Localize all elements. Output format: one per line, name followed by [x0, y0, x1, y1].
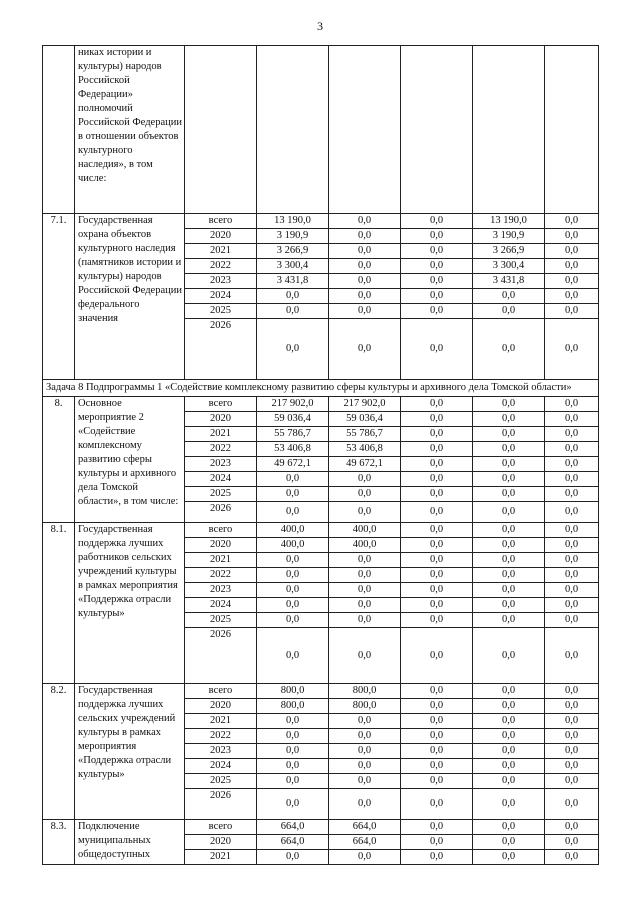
value-cell: 0,0: [329, 304, 401, 319]
value-cell: 0,0: [545, 759, 599, 774]
year-cell: 2021: [185, 553, 257, 568]
value-cell: 0,0: [545, 820, 599, 835]
year-cell: 2023: [185, 744, 257, 759]
value-cell: 664,0: [329, 835, 401, 850]
year-cell: 2022: [185, 568, 257, 583]
value-cell: 0,0: [329, 553, 401, 568]
value-cell: 0,0: [473, 319, 545, 380]
value-cell: 49 672,1: [257, 457, 329, 472]
value-cell: 0,0: [329, 729, 401, 744]
value-cell: 800,0: [257, 684, 329, 699]
value-cell: 0,0: [545, 613, 599, 628]
year-cell: 2025: [185, 774, 257, 789]
value-cell: 0,0: [329, 744, 401, 759]
year-cell: 2021: [185, 244, 257, 259]
year-cell: 2022: [185, 729, 257, 744]
value-cell: 0,0: [329, 502, 401, 523]
year-cell: 2020: [185, 699, 257, 714]
year-cell: 2022: [185, 259, 257, 274]
page-number: 3: [317, 19, 323, 33]
value-cell: 0,0: [401, 244, 473, 259]
value-cell: 0,0: [401, 538, 473, 553]
value-cell: 0,0: [473, 304, 545, 319]
value-cell: 0,0: [257, 850, 329, 865]
value-cell: 55 786,7: [329, 427, 401, 442]
value-cell: 0,0: [401, 699, 473, 714]
value-cell: 0,0: [473, 472, 545, 487]
value-cell: 0,0: [545, 628, 599, 684]
value-cell: 3 190,9: [473, 229, 545, 244]
value-cell: 13 190,0: [257, 214, 329, 229]
value-cell: 0,0: [545, 744, 599, 759]
value-cell: 0,0: [545, 259, 599, 274]
year-cell: 2023: [185, 274, 257, 289]
item-description: Государственная поддержка лучших сельских учреждений культуры в рамках мероприятия «Поддержка отрасли культуры»: [75, 684, 185, 820]
value-cell: 0,0: [329, 259, 401, 274]
value-cell: 0,0: [473, 457, 545, 472]
value-cell: 0,0: [329, 229, 401, 244]
value-cell: 0,0: [401, 427, 473, 442]
value-cell: 0,0: [401, 759, 473, 774]
value-cell: 0,0: [257, 714, 329, 729]
value-cell: 0,0: [473, 613, 545, 628]
value-cell: 0,0: [401, 613, 473, 628]
year-cell: 2024: [185, 759, 257, 774]
year-cell: всего: [185, 684, 257, 699]
year-cell: 2024: [185, 598, 257, 613]
value-cell: 0,0: [545, 274, 599, 289]
value-cell: 53 406,8: [257, 442, 329, 457]
value-cell: 0,0: [545, 214, 599, 229]
value-cell: 0,0: [473, 289, 545, 304]
value-cell: 0,0: [545, 684, 599, 699]
value-cell: 59 036,4: [257, 412, 329, 427]
year-cell: 2023: [185, 457, 257, 472]
year-cell: 2020: [185, 412, 257, 427]
year-cell: 2020: [185, 229, 257, 244]
value-cell: 0,0: [545, 427, 599, 442]
value-cell: 0,0: [545, 487, 599, 502]
value-cell: 0,0: [401, 820, 473, 835]
value-cell: 0,0: [473, 835, 545, 850]
value-cell: 0,0: [401, 729, 473, 744]
value-cell: 0,0: [401, 523, 473, 538]
year-cell: 2026: [185, 628, 257, 684]
value-cell: 0,0: [545, 789, 599, 820]
value-cell: 0,0: [257, 568, 329, 583]
value-cell: 0,0: [329, 472, 401, 487]
task-row: [43, 380, 599, 397]
year-cell: 2026: [185, 789, 257, 820]
value-cell: 0,0: [257, 583, 329, 598]
value-cell: 0,0: [329, 759, 401, 774]
value-cell: 0,0: [545, 502, 599, 523]
value-cell: 0,0: [545, 714, 599, 729]
value-cell: 0,0: [545, 583, 599, 598]
value-cell: 0,0: [401, 214, 473, 229]
value-cell: 0,0: [473, 714, 545, 729]
value-cell: 0,0: [329, 628, 401, 684]
value-cell: 0,0: [473, 523, 545, 538]
value-cell: 400,0: [257, 538, 329, 553]
value-cell: 0,0: [257, 598, 329, 613]
item-description: Государственная поддержка лучших работников сельских учреждений культуры в рамках мероприятия «Поддержка отрасли культуры»: [75, 523, 185, 684]
value-cell: 0,0: [401, 598, 473, 613]
year-cell: всего: [185, 397, 257, 412]
value-cell: 0,0: [329, 568, 401, 583]
year-cell: 2025: [185, 487, 257, 502]
value-cell: 0,0: [329, 774, 401, 789]
value-cell: 0,0: [545, 553, 599, 568]
year-cell: 2020: [185, 835, 257, 850]
value-cell: 0,0: [401, 289, 473, 304]
value-cell: 0,0: [545, 568, 599, 583]
year-cell: 2023: [185, 583, 257, 598]
value-cell: 800,0: [329, 699, 401, 714]
value-cell: 0,0: [329, 598, 401, 613]
value-cell: 0,0: [545, 319, 599, 380]
value-cell: 0,0: [473, 684, 545, 699]
value-cell: 0,0: [545, 598, 599, 613]
value-cell: 0,0: [473, 598, 545, 613]
value-cell: 0,0: [473, 427, 545, 442]
value-cell: 0,0: [401, 412, 473, 427]
continuation-desc: никах истории и культуры) народов Российской Федерации» полномочий Российской Федерации в отношении объектов культурного наследия», в том числе:: [75, 46, 185, 214]
value-cell: 0,0: [545, 289, 599, 304]
value-cell: 0,0: [401, 774, 473, 789]
value-cell: 800,0: [257, 699, 329, 714]
value-cell: 0,0: [329, 487, 401, 502]
item-description: Подключение муниципальных общедоступных: [75, 820, 185, 865]
value-cell: 0,0: [257, 502, 329, 523]
value-cell: 400,0: [257, 523, 329, 538]
value-cell: 0,0: [401, 319, 473, 380]
value-cell: 0,0: [545, 412, 599, 427]
value-cell: 0,0: [473, 699, 545, 714]
value-cell: 0,0: [401, 304, 473, 319]
value-cell: 0,0: [329, 789, 401, 820]
value-cell: 400,0: [329, 523, 401, 538]
year-cell: 2020: [185, 538, 257, 553]
value-cell: 0,0: [401, 442, 473, 457]
value-cell: 0,0: [473, 553, 545, 568]
value-cell: 0,0: [401, 835, 473, 850]
value-cell: 0,0: [401, 744, 473, 759]
value-cell: 0,0: [257, 744, 329, 759]
value-cell: 0,0: [401, 259, 473, 274]
value-cell: 0,0: [473, 412, 545, 427]
value-cell: 0,0: [329, 613, 401, 628]
item-number: 8.1.: [43, 523, 75, 684]
value-cell: 0,0: [401, 714, 473, 729]
value-cell: 0,0: [545, 397, 599, 412]
value-cell: 0,0: [257, 729, 329, 744]
table-row: [43, 820, 599, 835]
value-cell: 3 266,9: [257, 244, 329, 259]
value-cell: 0,0: [401, 850, 473, 865]
value-cell: 0,0: [545, 835, 599, 850]
year-cell: 2021: [185, 427, 257, 442]
continuation-row: [43, 46, 599, 214]
value-cell: 0,0: [473, 729, 545, 744]
value-cell: 0,0: [401, 397, 473, 412]
value-cell: 0,0: [401, 553, 473, 568]
year-cell: 2026: [185, 502, 257, 523]
value-cell: 400,0: [329, 538, 401, 553]
value-cell: 0,0: [329, 274, 401, 289]
value-cell: 3 266,9: [473, 244, 545, 259]
value-cell: 0,0: [473, 568, 545, 583]
year-cell: 2025: [185, 613, 257, 628]
value-cell: 0,0: [545, 229, 599, 244]
value-cell: 0,0: [545, 523, 599, 538]
value-cell: 55 786,7: [257, 427, 329, 442]
value-cell: 0,0: [545, 457, 599, 472]
year-cell: 2026: [185, 319, 257, 380]
value-cell: 0,0: [257, 628, 329, 684]
year-cell: 2024: [185, 472, 257, 487]
value-cell: 3 300,4: [257, 259, 329, 274]
value-cell: 0,0: [473, 628, 545, 684]
value-cell: 0,0: [401, 457, 473, 472]
value-cell: 0,0: [257, 319, 329, 380]
value-cell: 0,0: [545, 774, 599, 789]
value-cell: 0,0: [329, 319, 401, 380]
value-cell: 0,0: [545, 850, 599, 865]
value-cell: 0,0: [257, 304, 329, 319]
value-cell: 0,0: [545, 304, 599, 319]
value-cell: 0,0: [329, 583, 401, 598]
value-cell: 664,0: [257, 820, 329, 835]
value-cell: 0,0: [545, 729, 599, 744]
value-cell: 3 190,9: [257, 229, 329, 244]
year-cell: 2021: [185, 714, 257, 729]
table-row: [43, 397, 599, 412]
value-cell: 0,0: [329, 214, 401, 229]
item-number: 8.3.: [43, 820, 75, 865]
budget-table: [42, 45, 599, 865]
value-cell: 59 036,4: [329, 412, 401, 427]
value-cell: 0,0: [401, 274, 473, 289]
value-cell: 0,0: [257, 613, 329, 628]
value-cell: 800,0: [329, 684, 401, 699]
value-cell: 217 902,0: [329, 397, 401, 412]
value-cell: 0,0: [473, 774, 545, 789]
value-cell: 0,0: [473, 538, 545, 553]
value-cell: 0,0: [473, 789, 545, 820]
table-row: [43, 214, 599, 229]
value-cell: 0,0: [473, 820, 545, 835]
year-cell: всего: [185, 523, 257, 538]
value-cell: 0,0: [473, 397, 545, 412]
value-cell: 0,0: [257, 759, 329, 774]
value-cell: 0,0: [401, 487, 473, 502]
value-cell: 0,0: [473, 759, 545, 774]
value-cell: 49 672,1: [329, 457, 401, 472]
value-cell: 0,0: [401, 229, 473, 244]
table-row: [43, 684, 599, 699]
value-cell: 217 902,0: [257, 397, 329, 412]
task-heading: Задача 8 Подпрограммы 1 «Содействие комплексному развитию сферы культуры и архивного дела Томской области»: [43, 380, 599, 397]
value-cell: 0,0: [257, 553, 329, 568]
value-cell: 0,0: [473, 502, 545, 523]
value-cell: 0,0: [257, 789, 329, 820]
value-cell: 3 300,4: [473, 259, 545, 274]
value-cell: 0,0: [545, 244, 599, 259]
value-cell: 664,0: [329, 820, 401, 835]
value-cell: 0,0: [257, 774, 329, 789]
item-number: 7.1.: [43, 214, 75, 380]
item-number: 8.: [43, 397, 75, 523]
year-cell: 2024: [185, 289, 257, 304]
year-cell: 2022: [185, 442, 257, 457]
item-description: Государственная охрана объектов культурного наследия (памятников истории и культуры) народов Российской Федерации федерального значения: [75, 214, 185, 380]
value-cell: 664,0: [257, 835, 329, 850]
value-cell: 0,0: [473, 744, 545, 759]
value-cell: 0,0: [473, 583, 545, 598]
value-cell: 0,0: [257, 289, 329, 304]
value-cell: 0,0: [473, 442, 545, 457]
item-number: 8.2.: [43, 684, 75, 820]
value-cell: 0,0: [401, 583, 473, 598]
value-cell: 0,0: [545, 442, 599, 457]
value-cell: 0,0: [329, 289, 401, 304]
value-cell: 0,0: [401, 472, 473, 487]
value-cell: 0,0: [257, 472, 329, 487]
year-cell: всего: [185, 214, 257, 229]
item-description: Основное мероприятие 2 «Содействие комплексному развитию сферы культуры и архивного дела Томской области», в том числе:: [75, 397, 185, 523]
value-cell: 0,0: [257, 487, 329, 502]
value-cell: 0,0: [545, 699, 599, 714]
year-cell: всего: [185, 820, 257, 835]
value-cell: 0,0: [329, 850, 401, 865]
value-cell: 13 190,0: [473, 214, 545, 229]
value-cell: 0,0: [473, 850, 545, 865]
value-cell: 0,0: [545, 538, 599, 553]
value-cell: 0,0: [401, 502, 473, 523]
year-cell: 2025: [185, 304, 257, 319]
value-cell: 0,0: [401, 628, 473, 684]
value-cell: 0,0: [401, 684, 473, 699]
value-cell: 0,0: [401, 789, 473, 820]
value-cell: 0,0: [545, 472, 599, 487]
value-cell: 0,0: [329, 244, 401, 259]
value-cell: 53 406,8: [329, 442, 401, 457]
value-cell: 3 431,8: [257, 274, 329, 289]
value-cell: 0,0: [329, 714, 401, 729]
value-cell: 0,0: [401, 568, 473, 583]
value-cell: 3 431,8: [473, 274, 545, 289]
year-cell: 2021: [185, 850, 257, 865]
value-cell: 0,0: [473, 487, 545, 502]
table-row: [43, 523, 599, 538]
